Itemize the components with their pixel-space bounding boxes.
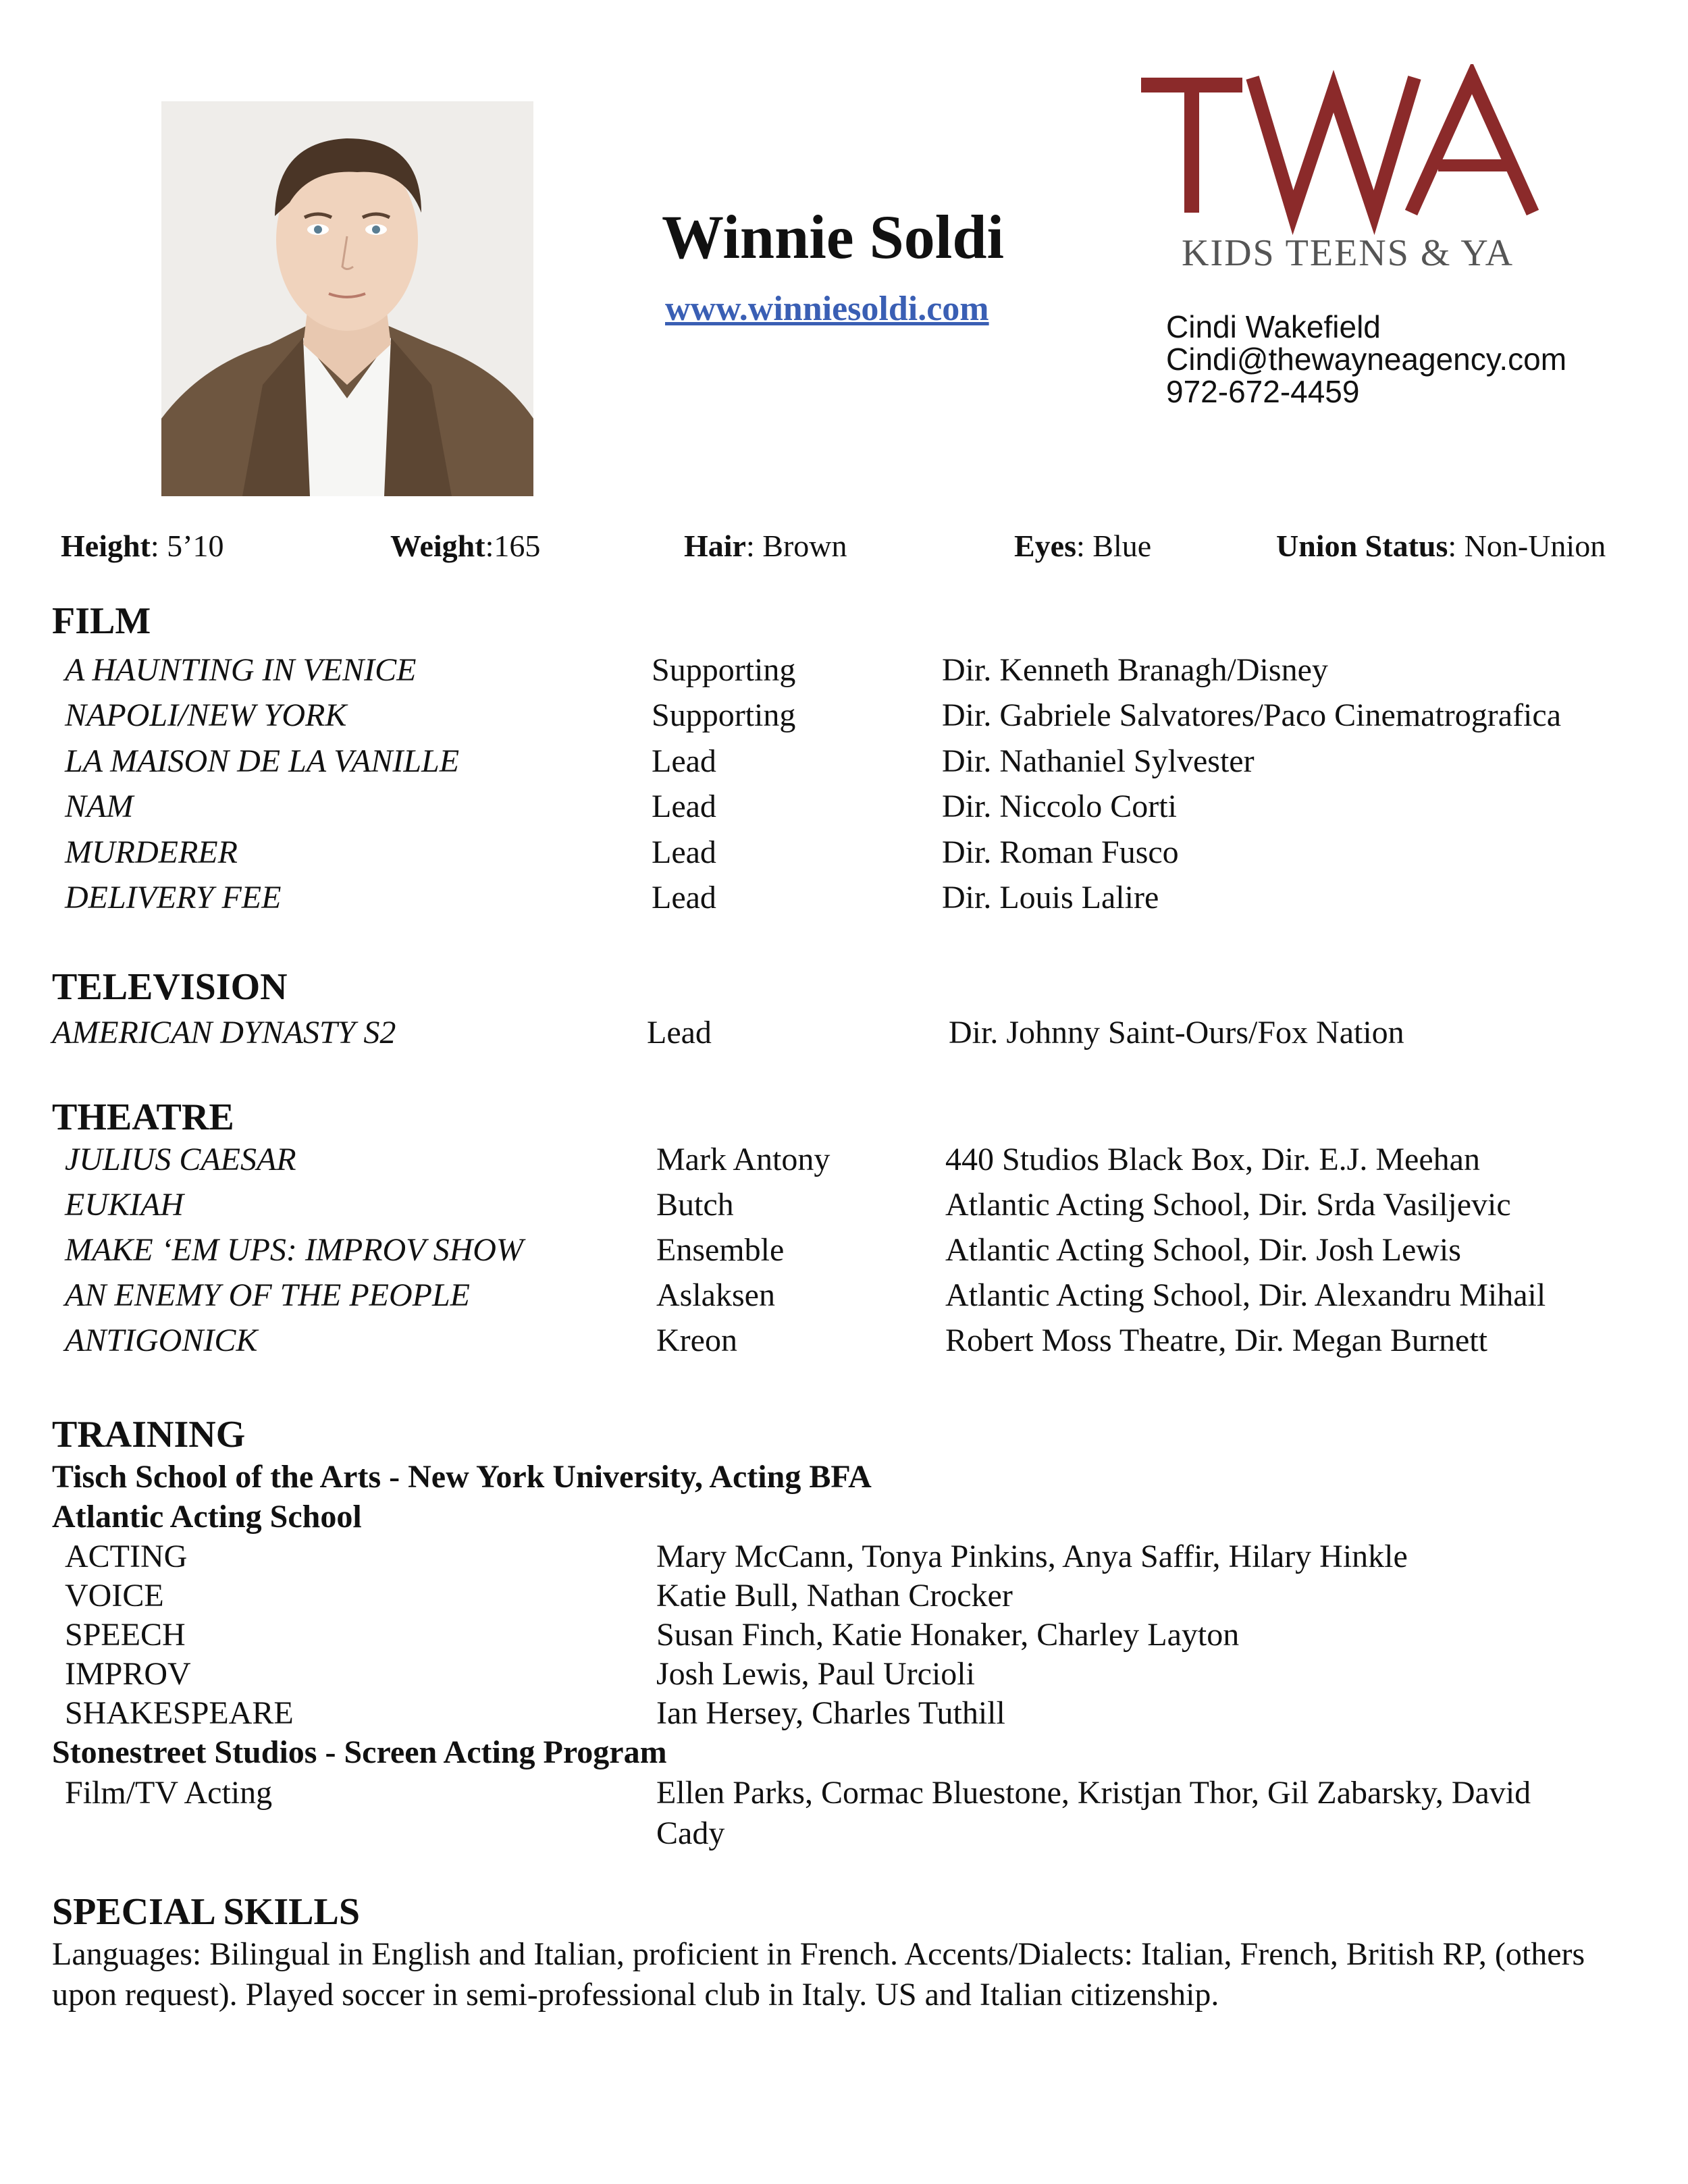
film-role: Lead — [652, 743, 716, 779]
section-heading-theatre: THEATRE — [52, 1096, 234, 1138]
film-credit: Dir. Gabriele Salvatores/Paco Cinematrografica — [942, 697, 1561, 733]
theatre-role: Kreon — [656, 1323, 737, 1358]
theatre-title: JULIUS CAESAR — [65, 1142, 296, 1177]
agency-tagline: KIDS TEENS & YA — [1182, 232, 1514, 274]
training-teachers: Katie Bull, Nathan Crocker — [656, 1578, 1013, 1614]
training-teachers: Ian Hersey, Charles Tuthill — [656, 1695, 1005, 1731]
headshot-illustration — [161, 101, 533, 496]
theatre-title: EUKIAH — [65, 1187, 184, 1223]
training-subject: IMPROV — [65, 1656, 191, 1692]
training-teachers: Mary McCann, Tonya Pinkins, Anya Saffir, Hilary Hinkle — [656, 1539, 1408, 1574]
stat-weight: Weight:165 — [390, 529, 541, 563]
film-role: Lead — [652, 834, 716, 870]
training-subject: SHAKESPEARE — [65, 1695, 294, 1731]
theatre-role: Butch — [656, 1187, 734, 1223]
film-title: MURDERER — [65, 834, 238, 870]
film-title: NAM — [65, 789, 134, 824]
film-role: Supporting — [652, 652, 796, 688]
section-heading-training: TRAINING — [52, 1414, 246, 1456]
section-heading-television: TELEVISION — [52, 966, 288, 1008]
training-subject: Film/TV Acting — [65, 1775, 273, 1811]
training-subject: SPEECH — [65, 1617, 186, 1653]
theatre-role: Mark Antony — [656, 1142, 830, 1177]
training-subject: ACTING — [65, 1539, 188, 1574]
theatre-credit: Atlantic Acting School, Dir. Alexandru Mihail — [945, 1277, 1546, 1313]
agent-contact — [1166, 311, 1566, 408]
theatre-credit: Robert Moss Theatre, Dir. Megan Burnett — [945, 1323, 1487, 1358]
theatre-role: Ensemble — [656, 1232, 785, 1268]
tv-role: Lead — [647, 1015, 712, 1050]
film-title: DELIVERY FEE — [65, 880, 282, 915]
headshot-photo — [161, 101, 533, 496]
training-subject: VOICE — [65, 1578, 164, 1614]
training-teachers: Ellen Parks, Cormac Bluestone, Kristjan Thor, Gil Zabarsky, David — [656, 1775, 1531, 1811]
theatre-credit: Atlantic Acting School, Dir. Josh Lewis — [945, 1232, 1461, 1268]
theatre-title: MAKE ‘EM UPS: IMPROV SHOW — [65, 1232, 523, 1268]
section-heading-film: FILM — [52, 600, 151, 642]
theatre-title: ANTIGONICK — [65, 1323, 258, 1358]
tv-credit: Dir. Johnny Saint-Ours/Fox Nation — [949, 1015, 1404, 1050]
film-title: LA MAISON DE LA VANILLE — [65, 743, 460, 779]
stat-union: Union Status: Non-Union — [1276, 529, 1606, 563]
section-heading-special-skills: SPECIAL SKILLS — [52, 1891, 360, 1933]
film-title: NAPOLI/NEW YORK — [65, 697, 347, 733]
agency-logo — [1141, 64, 1573, 287]
website-link[interactable]: www.winniesoldi.com — [665, 290, 989, 328]
film-credit: Dir. Niccolo Corti — [942, 789, 1177, 824]
stat-eyes: Eyes: Blue — [1014, 529, 1152, 563]
training-school-stonestreet: Stonestreet Studios - Screen Acting Program — [52, 1734, 667, 1770]
training-teachers-continued: Cady — [656, 1815, 725, 1851]
stat-height: Height: 5’10 — [61, 529, 224, 563]
film-role: Lead — [652, 789, 716, 824]
training-school-atlantic: Atlantic Acting School — [52, 1499, 362, 1535]
film-credit: Dir. Kenneth Branagh/Disney — [942, 652, 1328, 688]
theatre-title: AN ENEMY OF THE PEOPLE — [65, 1277, 470, 1313]
film-title: A HAUNTING IN VENICE — [65, 652, 417, 688]
film-role: Lead — [652, 880, 716, 915]
actor-name: Winnie Soldi — [662, 203, 1005, 271]
training-school-tisch: Tisch School of the Arts - New York University, Acting BFA — [52, 1459, 872, 1495]
theatre-credit: 440 Studios Black Box, Dir. E.J. Meehan — [945, 1142, 1480, 1177]
training-teachers: Josh Lewis, Paul Urcioli — [656, 1656, 975, 1692]
special-skills-text: Languages: Bilingual in English and Italian, proficient in French. Accents/Dialects: Italian, French, British RP, (others upon request). Played soccer in semi-professional club in Italy. US and Italian citizenship. — [52, 1936, 1585, 2013]
film-credit: Dir. Roman Fusco — [942, 834, 1179, 870]
agent-name: Cindi Wakefield — [1166, 309, 1381, 344]
theatre-credit: Atlantic Acting School, Dir. Srda Vasiljevic — [945, 1187, 1511, 1223]
stat-hair: Hair: Brown — [684, 529, 847, 563]
agent-phone[interactable]: 972-672-4459 — [1166, 374, 1360, 409]
film-role: Supporting — [652, 697, 796, 733]
agent-email[interactable]: Cindi@thewayneagency.com — [1166, 342, 1567, 377]
theatre-role: Aslaksen — [656, 1277, 775, 1313]
film-credit: Dir. Nathaniel Sylvester — [942, 743, 1255, 779]
tv-title: AMERICAN DYNASTY S2 — [52, 1015, 396, 1050]
film-credit: Dir. Louis Lalire — [942, 880, 1159, 915]
training-teachers: Susan Finch, Katie Honaker, Charley Layton — [656, 1617, 1240, 1653]
